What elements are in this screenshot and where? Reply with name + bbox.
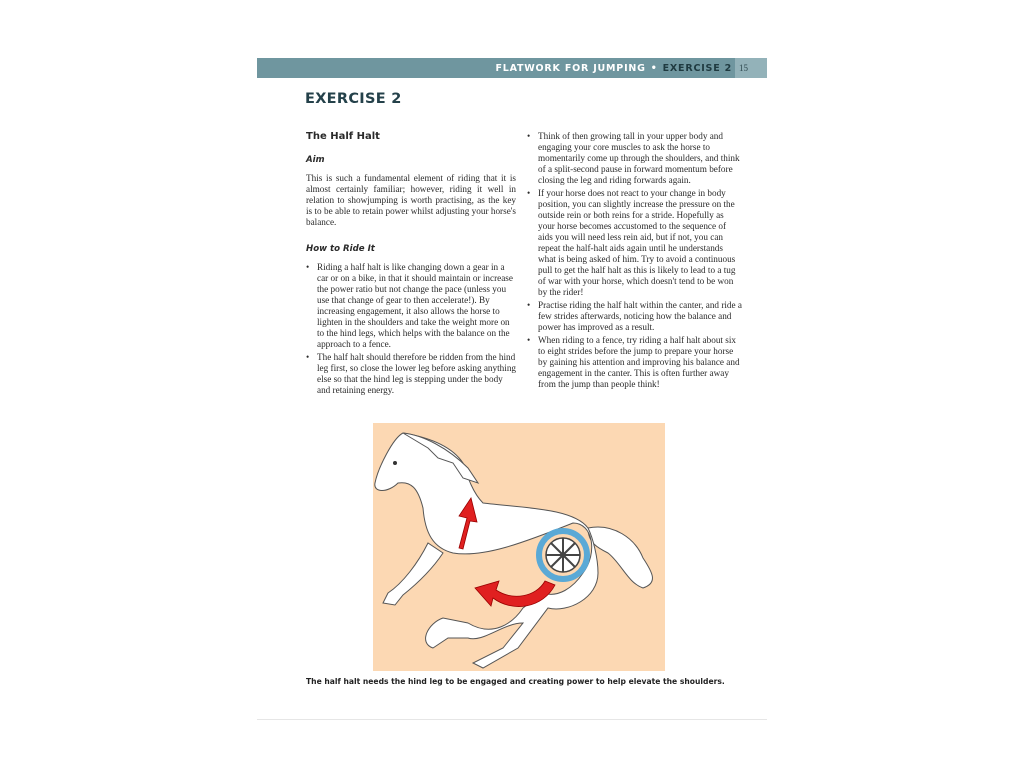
right-column	[527, 131, 742, 392]
subtitle: The Half Halt	[306, 131, 380, 142]
aim-heading: Aim	[306, 155, 325, 165]
engagement-wheel-icon	[539, 531, 587, 579]
page-bottom-rule	[257, 719, 767, 720]
list-item: • Riding a half halt is like changing down a gear in a car or on a bike, in that it should maintain or increase the power ratio but not change the pace (unless you use that change of gear to then accelerate!). By increasing engagement, it also allows the horse to lighten in the shoulders and take the weight more on to the hind legs, which helps with the balance on the approach to a fence.	[306, 262, 516, 350]
list-item: • If your horse does not react to your change in body position, you can slightly increase the pressure on the outside rein or both reins for a stride. Hopefully as your horse becomes accustomed to the sequence of aids you will need less rein aid, but if not, you can repeat the half-halt aids again until he understands what is being asked of him. Try to avoid a continuous pull to get the half halt as this is likely to lead to a tug of war with your horse, which doesn't tend to be won by the rider!	[527, 188, 742, 298]
page-number: 15	[739, 63, 748, 73]
page-title: EXERCISE 2	[305, 91, 402, 107]
running-header	[495, 58, 735, 78]
list-item: • Practise riding the half halt within the canter, and ride a few strides afterwards, noticing how the balance and power has improved as a result.	[527, 300, 742, 333]
header-exercise: EXERCISE 2	[662, 63, 732, 74]
horse-front-leg	[383, 543, 443, 605]
left-bullet-list	[306, 262, 516, 396]
header-separator: •	[650, 63, 658, 74]
list-item: • Think of then growing tall in your upper body and engaging your core muscles to ask the horse to momentarily come up through the shoulders, and think of a split-second pause in forward momentum before closing the leg and riding forwards again.	[527, 131, 742, 186]
left-column	[306, 131, 516, 398]
horse-drawing	[373, 423, 665, 671]
right-bullet-list	[527, 131, 742, 390]
horse-eye	[393, 461, 397, 465]
running-header-bar	[257, 58, 735, 78]
horse-illustration	[373, 423, 665, 671]
list-item: • The half halt should therefore be ridden from the hind leg first, so close the lower leg before asking anything else so that the hind leg is stepping under the body and retaining energy.	[306, 352, 516, 396]
figure-caption: The half halt needs the hind leg to be engaged and creating power to help elevate the shoulders.	[306, 677, 725, 686]
how-heading: How to Ride It	[306, 244, 375, 254]
list-item: • When riding to a fence, try riding a half halt about six to eight strides before the jump to prepare your horse by gaining his attention and improving his balance and engagement in the canter. This is often further away from the jump than people think!	[527, 335, 742, 390]
header-section: FLATWORK FOR JUMPING	[495, 63, 646, 74]
aim-text: This is such a fundamental element of riding that it is almost certainly familiar; however, riding it well in relation to showjumping is worth practising, as the key is to be able to retain power whilst adjusting your horse's balance.	[306, 173, 516, 227]
